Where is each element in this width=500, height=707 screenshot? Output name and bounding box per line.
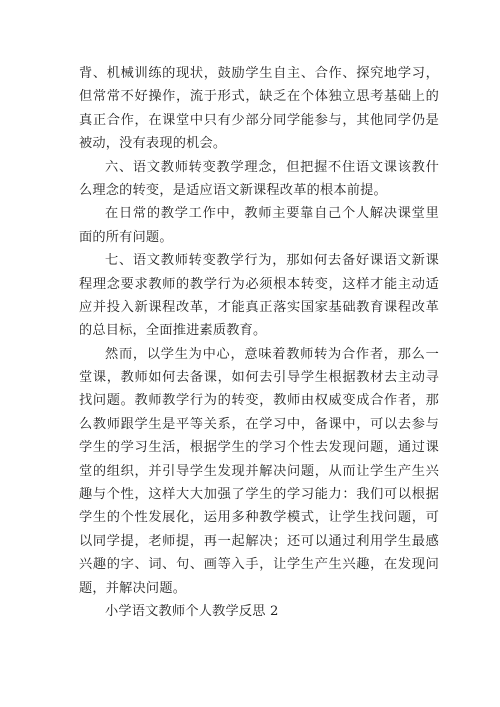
text-line: 么理念的转变，是适应语文新课程改革的根本前提。	[79, 182, 387, 198]
text-line: 趣与个性，这样大大加强了学生的学习能力：我们可以根据	[79, 487, 439, 503]
text-line: 面的所有问题。	[79, 229, 173, 245]
text-line: 真正合作，在课堂中只有少部分同学能参与，其他同学仍是	[79, 112, 439, 128]
text-line: 学生的个性发展化，运用多种教学模式，让学生找问题，可	[79, 510, 439, 526]
text-line: 以同学提，老师提，再一起解决；还可以通过利用学生最感	[79, 533, 439, 549]
text-line: 堂的组织，并引导学生发现并解决问题，从而让学生产生兴	[79, 463, 439, 479]
text-line: 么教师跟学生是平等关系，在学习中，备课中，可以去参与	[79, 416, 439, 432]
text-line: 七、语文教师转变教学行为，那如何去备好课语文新课	[105, 253, 439, 269]
text-line: 背、机械训练的现状，鼓励学生自主、合作、探究地学习，	[79, 66, 439, 81]
text-line: 兴趣的字、词、句、画等入手，让学生产生兴趣，在发现问	[79, 557, 439, 573]
document-page	[79, 62, 439, 623]
text-line: 找问题。教师教学行为的转变，教师由权威变成合作者，那	[79, 393, 439, 409]
text-line: 被动，没有表现的机会。	[79, 136, 227, 152]
text-line: 六、语文教师转变教学理念，但把握不住语文课该教什	[105, 159, 439, 175]
text-line: 程理念要求教师的教学行为必须根本转变，这样才能主动适	[79, 276, 439, 292]
text-line: 小学语文教师个人教学反思 2	[105, 603, 279, 619]
text-line: 但常常不好操作，流于形式，缺乏在个体独立思考基础上的	[79, 89, 439, 105]
text-line: 然而，以学生为中心，意味着教师转为合作者，那么一	[105, 346, 439, 362]
text-line: 应并投入新课程改革，才能真正落实国家基础教育课程改革	[79, 299, 439, 315]
text-line: 题，并解决问题。	[79, 580, 187, 596]
text-line: 学生的学习生活，根据学生的学习个性去发现问题，通过课	[79, 440, 439, 456]
text-line: 堂课，教师如何去备课，如何去引导学生根据教材去主动寻	[79, 370, 439, 386]
text-line: 的总目标，全面推进素质教育。	[79, 323, 267, 339]
text-line: 在日常的教学工作中，教师主要靠自己个人解决课堂里	[105, 206, 439, 222]
